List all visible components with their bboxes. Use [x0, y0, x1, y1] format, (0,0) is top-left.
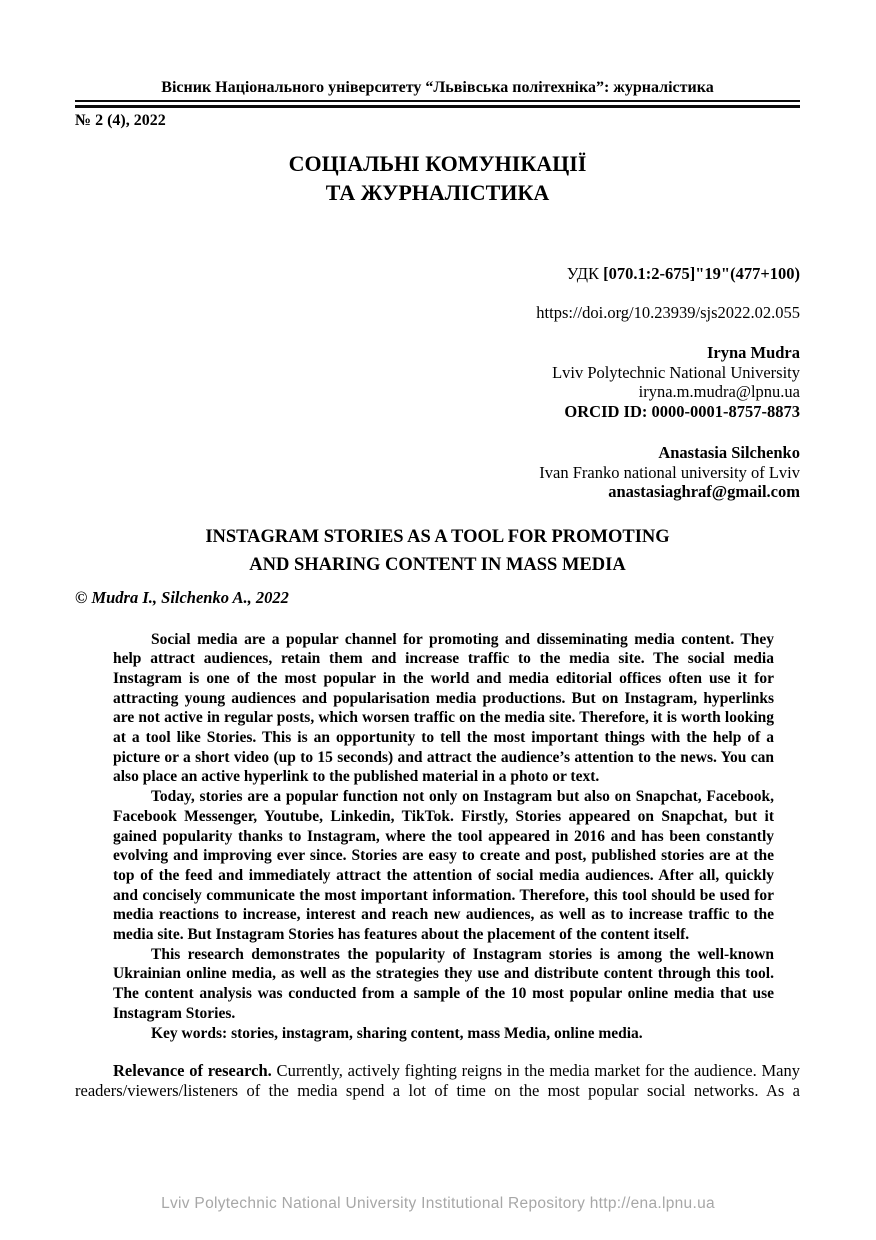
author1-email: iryna.m.mudra@lpnu.ua	[638, 382, 800, 401]
author-block-2	[75, 443, 800, 502]
article-title-line2: AND SHARING CONTENT IN MASS MEDIA	[249, 554, 626, 575]
section-title-line2: ТА ЖУРНАЛІСТИКА	[325, 180, 550, 205]
author2-affiliation: Ivan Franko national university of Lviv	[539, 462, 800, 482]
author2-name: Anastasia Silchenko	[658, 443, 800, 462]
header-rule	[75, 100, 800, 108]
doi-text: https://doi.org/10.23939/sjs2022.02.055	[536, 303, 800, 322]
udc-line	[75, 264, 800, 284]
article-title-line1: INSTAGRAM STORIES AS A TOOL FOR PROMOTING	[205, 526, 670, 547]
udc-label: УДК	[566, 264, 604, 283]
author1-name: Iryna Mudra	[706, 343, 800, 362]
repository-footer: Lviv Polytechnic National University Institutional Repository http://ena.lpnu.ua	[161, 1195, 715, 1212]
author1-orcid: ORCID ID: 0000-0001-8757-8873	[564, 401, 800, 421]
author-block-1	[75, 343, 800, 421]
body-paragraph	[75, 1061, 800, 1101]
abstract	[113, 630, 774, 1044]
abstract-paragraph-2: Today, stories are a popular function not only on Instagram but also on Snapchat, Facebook, Facebook Messenger, Youtube, Linkedin, TikTok. Firstly, Stories appeared on Snapchat, but it gained popularity thanks to Instagram, where the tool appeared in 2016 and has been constantly evolving and improving ever since. Stories are easy to create and post, published stories are at the top of the feed and immediately attract the attention of social media audiences. After all, quickly and concisely communicate the most important information. Therefore, this tool should be used for media reactions to increase, interest and reach new audiences, as well as to increase traffic to the media site. But Instagram Stories has features about the placement of the content itself.	[113, 788, 774, 944]
abstract-paragraph-1: Social media are a popular channel for promoting and disseminating media content. They help attract audiences, retain them and increase traffic to the media site. The social media Instagram is one of the most popular in the world and media editorial offices often use it for attracting young audiences and popularisation media productions. But on Instagram, hyperlinks are not active in regular posts, which worsen traffic on the media site. Therefore, it is worth looking at a tool like Stories. This is an opportunity to tell the most important things with the help of a picture or a short video (up to 15 seconds) and attract the audience’s attention to the news. You can also place an active hyperlink to the published material in a photo or text.	[113, 630, 774, 786]
author2-email: anastasiaghraf@gmail.com	[608, 482, 800, 501]
journal-header: Вісник Національного університету “Львівська політехніка”: журналістика	[161, 79, 714, 96]
udc-code: [070.1:2-675]"19"(477+100)	[603, 264, 800, 283]
keywords-line: Key words: stories, instagram, sharing content, mass Media, online media.	[151, 1024, 643, 1042]
section-title-line1: СОЦІАЛЬНІ КОМУНІКАЦІЇ	[288, 151, 587, 176]
section-title	[75, 149, 800, 207]
article-meta	[75, 264, 800, 502]
issue-number: № 2 (4), 2022	[75, 112, 166, 129]
article-title	[75, 523, 800, 579]
copyright-line: © Mudra I., Silchenko A., 2022	[75, 587, 289, 607]
abstract-paragraph-3: This research demonstrates the popularity of Instagram stories is among the well-known Ukrainian online media, as well as the strategies they use and distribute content through this tool. The content analysis was conducted from a sample of the 10 most popular online media that use Instagram Stories.	[113, 945, 774, 1022]
body-heading: Relevance of research.	[113, 1061, 272, 1081]
body-text: Currently, actively fighting reigns in the media market for the audience. Many readers/viewers/listeners of the media spend a lot of time on the most popular social networks. As a	[75, 1061, 800, 1101]
author1-affiliation: Lviv Polytechnic National University	[552, 362, 800, 382]
